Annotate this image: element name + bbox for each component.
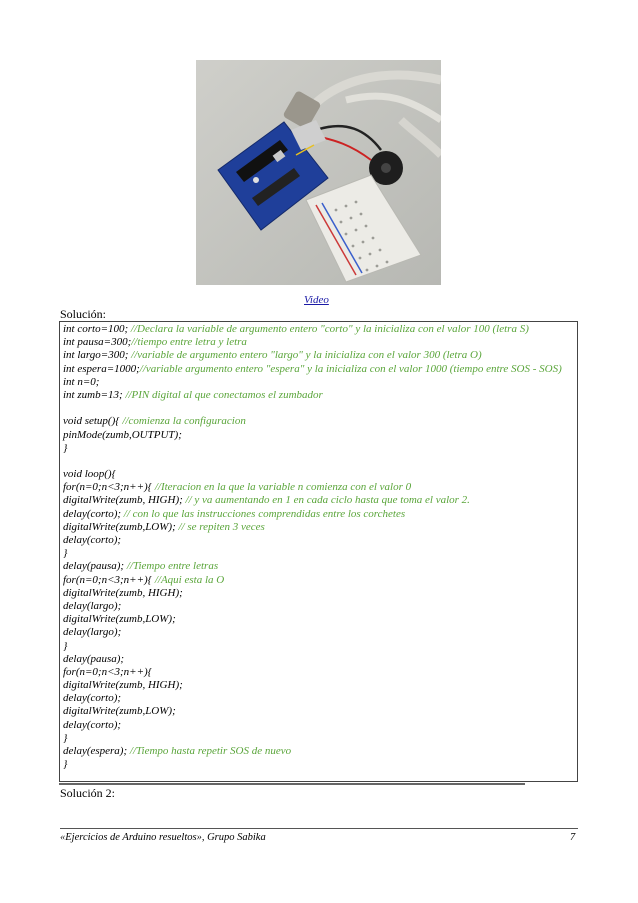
- code-line: [63, 376, 574, 389]
- code-line: [63, 705, 574, 718]
- code-line: [63, 613, 574, 626]
- code-text: delay(corto);: [63, 507, 124, 520]
- code-comment: //tiempo entre letra y letra: [131, 336, 247, 349]
- code-text: for(n=0;n<3;n++){: [63, 481, 155, 494]
- code-text: digitalWrite(zumb,LOW);: [63, 705, 176, 718]
- code-text: digitalWrite(zumb, HIGH);: [63, 679, 183, 692]
- code-comment: // se repiten 3 veces: [178, 520, 265, 533]
- code-comment: //Tiempo entre letras: [126, 560, 219, 573]
- code-line: [63, 363, 574, 376]
- code-text: int largo=300;: [63, 349, 132, 362]
- code-text: delay(pausa);: [63, 560, 127, 573]
- code-line: [63, 574, 574, 587]
- code-line: [63, 692, 574, 705]
- code-text: int espera=1000;: [63, 362, 140, 375]
- code-text: delay(corto);: [63, 692, 122, 705]
- code-text: int pausa=300;: [63, 336, 132, 349]
- page-number: 7: [570, 832, 576, 843]
- code-line: [63, 679, 574, 692]
- code-text: int corto=100;: [63, 323, 131, 335]
- footer-title: «Ejercicios de Arduino resueltos», Grupo Sabika: [60, 832, 266, 843]
- code-text: pinMode(zumb,OUTPUT);: [63, 428, 182, 441]
- code-text: for(n=0;n<3;n++){: [63, 665, 153, 678]
- code-line: [63, 534, 574, 547]
- code-comment: // con lo que las instrucciones comprendidas entre los corchetes: [123, 507, 406, 520]
- footer-rule: [60, 828, 578, 829]
- code-text: void loop(){: [63, 468, 116, 481]
- code-line: [63, 653, 574, 666]
- code-text: }: [63, 758, 68, 771]
- code-line: [63, 521, 574, 534]
- code-text: delay(largo);: [63, 599, 122, 612]
- code-text: int n=0;: [63, 375, 100, 388]
- solution-2-heading: Solución 2:: [60, 786, 116, 800]
- arduino-photo: [196, 60, 441, 285]
- code-text: delay(pausa);: [63, 652, 125, 665]
- code-line: [63, 429, 574, 442]
- code-line: [63, 547, 574, 560]
- solution-heading: Solución:: [60, 307, 107, 321]
- code-text: delay(corto);: [63, 718, 122, 731]
- code-text: digitalWrite(zumb, HIGH);: [63, 494, 186, 507]
- video-link[interactable]: Video: [304, 294, 329, 306]
- code-comment: //variable argumento entero "espera" y la inicializa con el valor 1000 (tiempo entre SOS - SOS): [139, 362, 562, 375]
- code-comment: //variable de argumento entero "largo" y la inicializa con el valor 300 (letra O): [131, 349, 482, 362]
- code-line: [63, 494, 574, 507]
- code-text: delay(espera);: [63, 745, 130, 758]
- code-comment: //Iteracion en la que la variable n comienza con el valor 0: [154, 481, 412, 494]
- code-line: [63, 626, 574, 639]
- code-comment: //comienza la configuracion: [122, 415, 246, 428]
- code-text: delay(corto);: [63, 534, 122, 547]
- code-line: [63, 666, 574, 679]
- code-line: [63, 732, 574, 745]
- code-text: }: [63, 639, 68, 652]
- code-comment: //Aqui esta la O: [154, 573, 225, 586]
- code-line: [63, 719, 574, 732]
- code-line: [63, 481, 574, 494]
- code-line: [63, 468, 574, 481]
- code-line: [63, 442, 574, 455]
- code-bottom-rule: [59, 783, 525, 785]
- code-line: [63, 349, 574, 362]
- code-comment: //PIN digital al que conectamos el zumbador: [125, 388, 323, 401]
- code-line: [63, 640, 574, 653]
- code-line: [63, 323, 574, 336]
- code-comment: //Declara la variable de argumento entero "corto" y la inicializa con el valor 100 (letra S): [130, 323, 529, 335]
- code-text: }: [63, 547, 68, 560]
- code-text: digitalWrite(zumb,LOW);: [63, 613, 176, 626]
- code-text: void setup(){: [63, 415, 123, 428]
- code-line: [63, 560, 574, 573]
- code-line: [63, 508, 574, 521]
- code-text: digitalWrite(zumb, HIGH);: [63, 586, 183, 599]
- code-line: [63, 336, 574, 349]
- code-text: delay(largo);: [63, 626, 122, 639]
- code-line: [63, 587, 574, 600]
- code-line: [63, 745, 574, 758]
- code-line: [63, 455, 574, 468]
- code-line: [63, 600, 574, 613]
- code-comment: // y va aumentando en 1 en cada ciclo hasta que toma el valor 2.: [185, 494, 470, 507]
- code-line: [63, 758, 574, 771]
- code-listing: [59, 321, 578, 782]
- code-text: int zumb=13;: [63, 388, 126, 401]
- code-line: [63, 389, 574, 402]
- code-text: digitalWrite(zumb,LOW);: [63, 520, 179, 533]
- code-text: }: [63, 441, 68, 454]
- code-comment: //Tiempo hasta repetir SOS de nuevo: [129, 745, 292, 758]
- code-line: [63, 415, 574, 428]
- code-text: for(n=0;n<3;n++){: [63, 573, 155, 586]
- code-text: }: [63, 731, 68, 744]
- code-line: [63, 402, 574, 415]
